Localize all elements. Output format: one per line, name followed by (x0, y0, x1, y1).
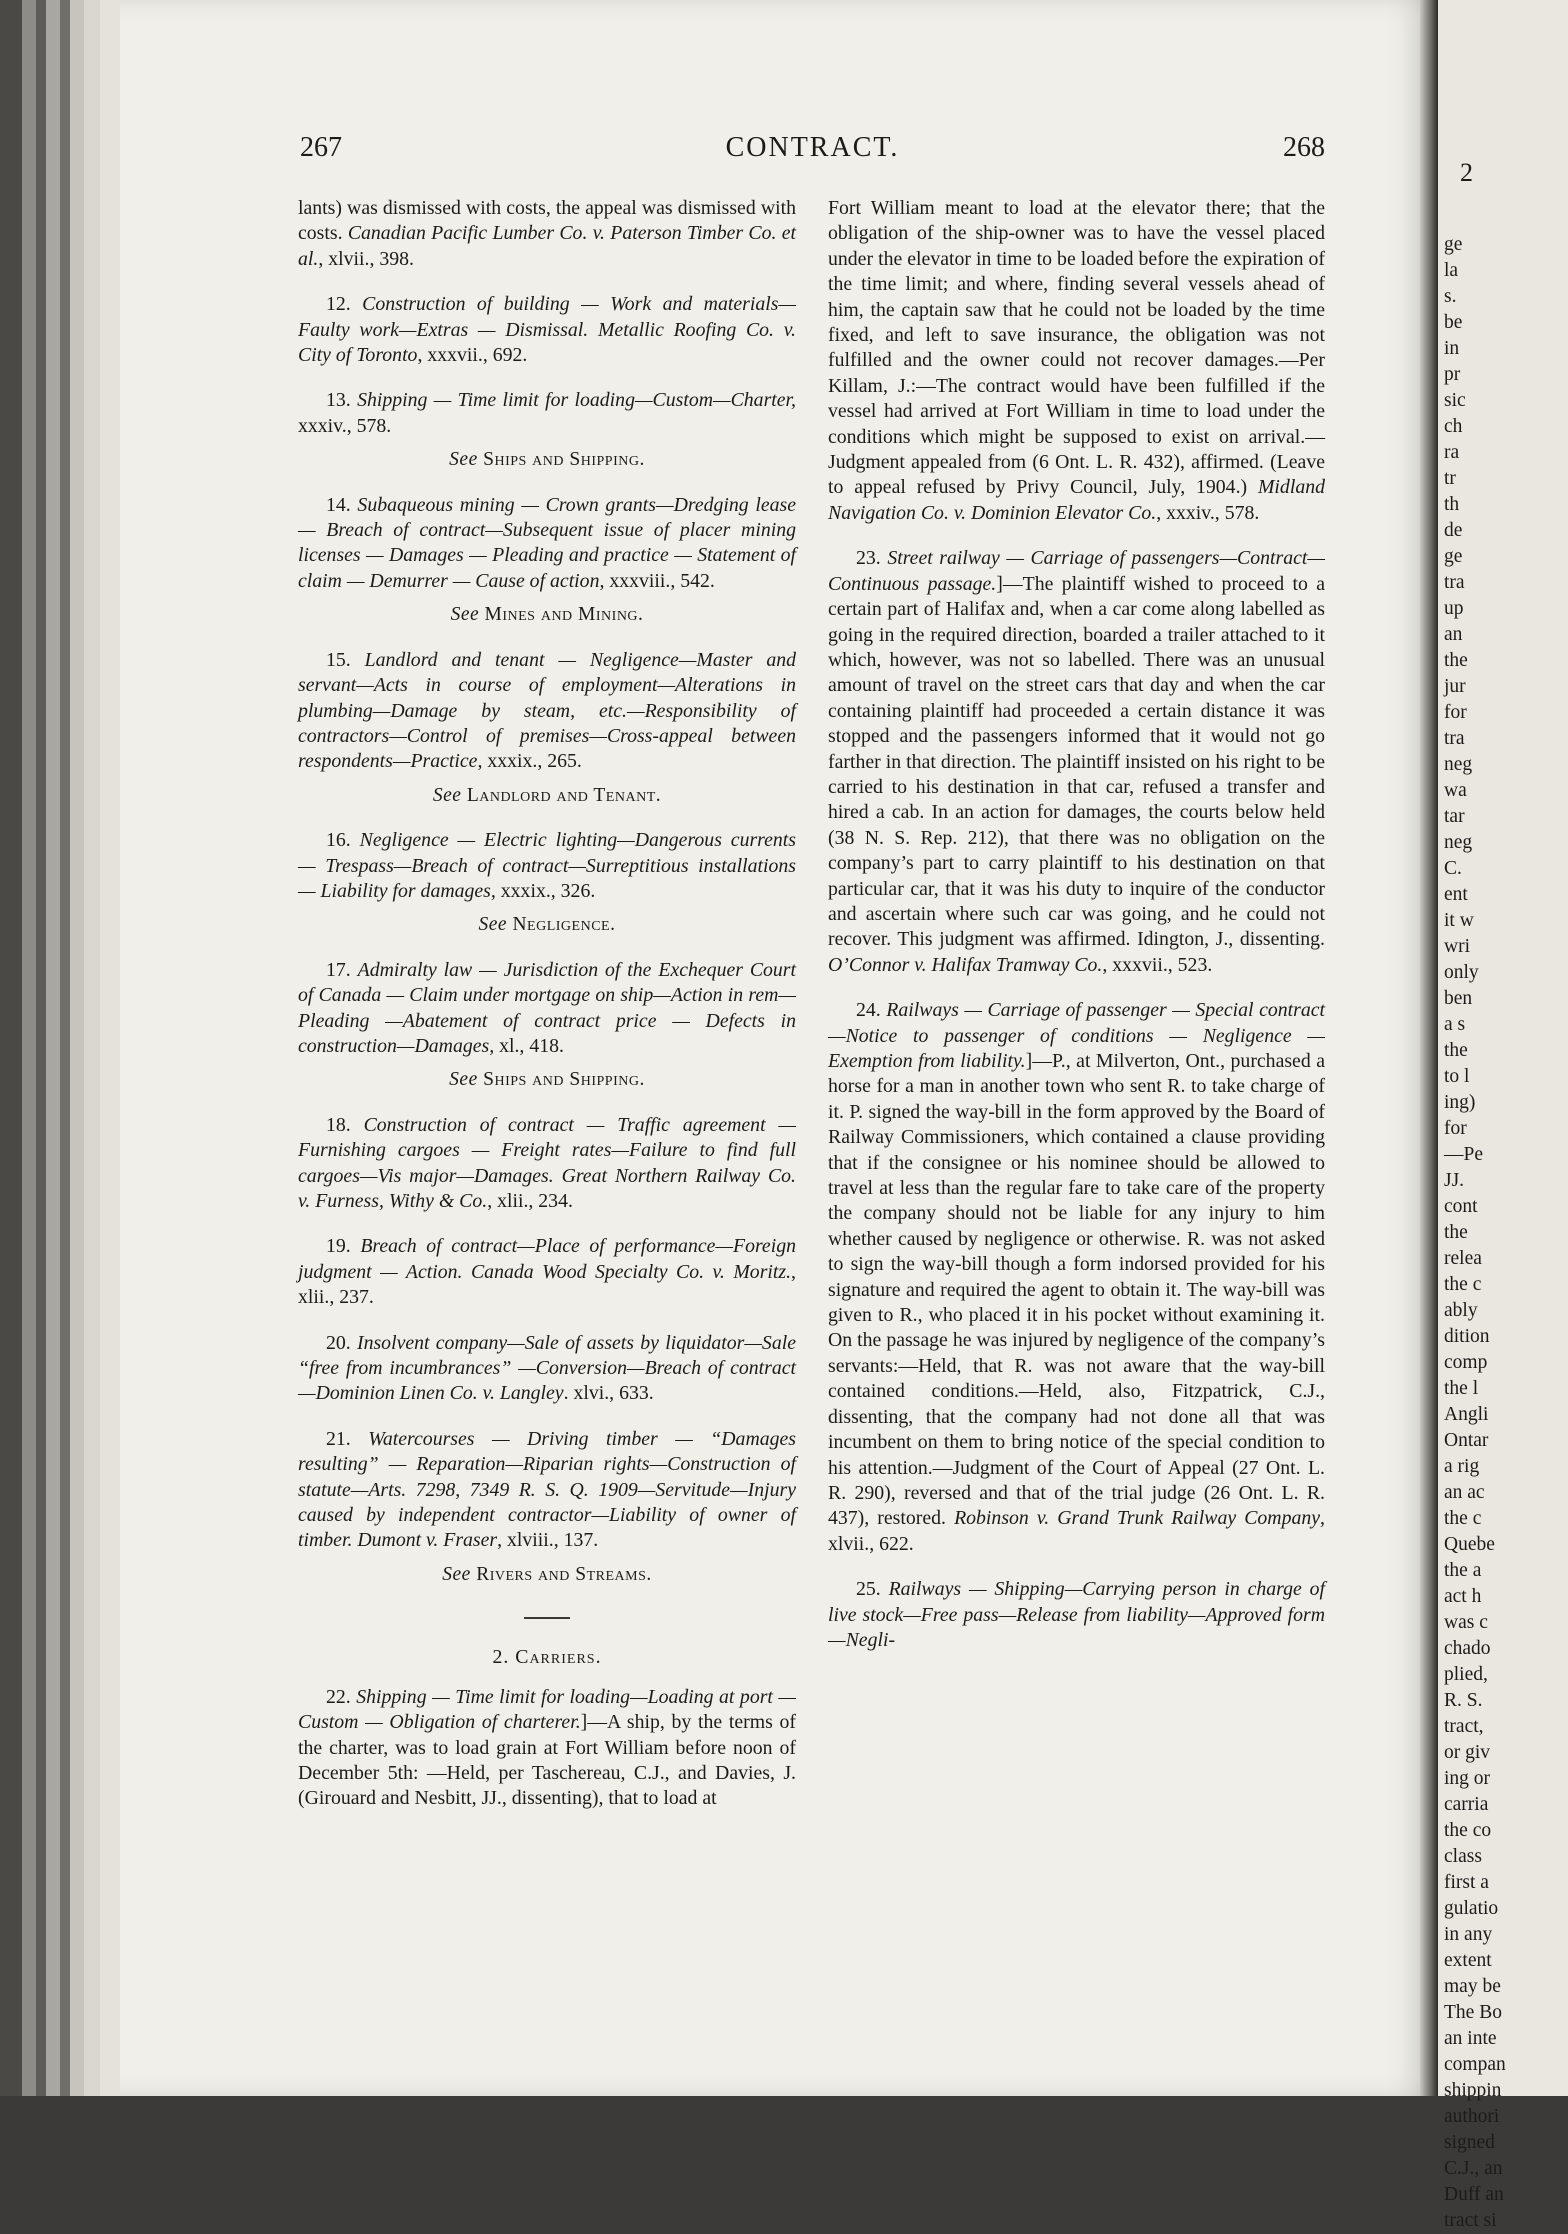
entry-topic: Railways — Shipping—Carrying person in charge of live stock—Free pass—Release from liability—Approved form—Negli- (828, 1578, 1325, 1651)
section-heading: 2. Carriers. (492, 1646, 602, 1669)
fragment-line: ge (1444, 546, 1463, 567)
entry-number: 18. (326, 1113, 351, 1136)
fragment-line: tra (1444, 572, 1465, 593)
see-prefix: See (478, 914, 508, 936)
entry-topic: Construction of contract — Traffic agreement — Furnishing cargoes — Freight rates—Failure to find full cargoes—Vis major—Damages. (298, 1113, 796, 1187)
see-also-reference (298, 1067, 796, 1092)
see-also-reference (298, 447, 796, 472)
digest-entry (298, 1234, 796, 1310)
fragment-line: authori (1444, 2106, 1500, 2127)
see-prefix: See (450, 604, 480, 626)
digest-entry (828, 998, 1325, 1557)
fragment-line: an (1444, 624, 1463, 645)
see-target: Mines and Mining. (484, 604, 644, 626)
entry-topic: Street railway — Carriage of passengers—Contract—Continuous passage. (828, 547, 1325, 595)
fragment-line: the (1444, 650, 1468, 671)
fragment-line: the l (1444, 1378, 1479, 1399)
entry-topic: Insolvent company—Sale of assets by liquidator—Sale “free from incumbrances” —Conversion—Breach of contract— (298, 1331, 796, 1405)
report-reference: . xlvi., 633. (563, 1382, 654, 1405)
fragment-line: the c (1444, 1274, 1482, 1295)
see-target: Negligence. (512, 914, 616, 936)
entry-continuation (298, 196, 796, 272)
right-column (828, 196, 1325, 1673)
see-prefix: See (432, 784, 462, 806)
fragment-line: act h (1444, 1586, 1482, 1607)
next-page-number: 2 (1460, 158, 1473, 187)
book-edge (60, 0, 70, 2096)
see-also-reference (298, 602, 796, 627)
entry-body: Fort William meant to load at the elevator there; that the obligation of the ship-owner was to have the vessel placed under the elevator in time to be loaded before the expiration of the time limit; and where, finding several vessels ahead of him, the captain saw that he could not be loaded by the time fixed, and left to save insurance, the obligation was not fulfilled and the owner could not recover damages.—Per Killam, J.:—The contract would have been fulfilled if the vessel had arrived at Fort William in time to load under the conditions which might be supposed to exist on arrival.—Judgment appealed from (6 Ont. L. R. 432), affirmed. (Leave to appeal refused by Privy Council, July, 1904.) (828, 197, 1325, 499)
fragment-line: only (1444, 962, 1479, 983)
fragment-line: la (1444, 260, 1459, 281)
see-also-reference (298, 783, 796, 808)
fragment-line: tr (1444, 468, 1456, 489)
entry-number: 12. (326, 293, 351, 316)
entry-body: xxxiv., 578. (298, 414, 392, 437)
entry-topic: Subaqueous mining — Crown grants—Dredging lease — Breach of contract—Subsequent issue of placer mining licenses — Damages — Pleading and practice — Statement of claim — Demurrer — Cause of action, (298, 493, 796, 592)
book-edge (100, 0, 120, 2096)
fragment-line: Angli (1444, 1404, 1489, 1425)
entry-body: ]—A ship, by the terms of the charter, was to load grain at Fort William before noon of December 5th: —Held, per Taschereau, C.J., and Davies, J. (Girouard and Nesbitt, JJ., dissenting), that to load at (298, 1711, 796, 1810)
report-reference: , xlviii., 137. (497, 1529, 599, 1552)
running-header (300, 132, 1325, 172)
digest-entry (298, 388, 796, 439)
fragment-line: ing or (1444, 1768, 1491, 1789)
book-edge (70, 0, 84, 2096)
entry-body: xxxviii., 542. (604, 569, 715, 592)
book-edge (0, 0, 22, 2096)
fragment-line: de (1444, 520, 1463, 541)
fragment-line: gulatio (1444, 1898, 1499, 1919)
fragment-line: tar (1444, 806, 1465, 827)
next-page-fragment (1438, 0, 1568, 2231)
left-page-number: 267 (300, 132, 342, 163)
fragment-line: th (1444, 494, 1460, 515)
fragment-line: Quebe (1444, 1534, 1495, 1555)
see-prefix: See (449, 449, 478, 471)
fragment-line: ent (1444, 884, 1468, 905)
report-reference: , xxxvii., 692. (417, 344, 528, 367)
fragment-line: a s (1444, 1014, 1466, 1035)
entry-topic: Shipping — Time limit for loading—Loading at port — Custom — Obligation of charterer. (298, 1685, 796, 1734)
see-target: Ships and Shipping. (483, 1069, 645, 1091)
fragment-line: carria (1444, 1794, 1489, 1815)
entry-topic: Railways — Carriage of passenger — Special contract—Notice to passenger of conditions — Negligence — Exemption from liability. (828, 999, 1326, 1072)
fragment-line: The Bo (1444, 2002, 1502, 2023)
fragment-line: cont (1444, 1196, 1478, 1217)
fragment-line: plied, (1444, 1664, 1488, 1685)
see-target: Rivers and Streams. (476, 1563, 652, 1585)
case-citation: Canada Wood Specialty Co. v. Moritz. (470, 1260, 792, 1283)
entry-topic: Landlord and tenant — Negligence—Master and servant—Acts in course of employment—Alterations in plumbing—Damage by steam, etc.—Responsibility of contractors—Control of premises—Cross-appeal between respondents—Practice, (298, 648, 797, 773)
fragment-line: to l (1444, 1066, 1470, 1087)
case-citation: Metallic Roofing Co. v. City of Toronto (298, 318, 796, 367)
fragment-line: may be (1444, 1976, 1501, 1997)
book-edge (84, 0, 100, 2096)
fragment-line: the co (1444, 1820, 1492, 1841)
fragment-line: an inte (1444, 2028, 1497, 2049)
fragment-line: up (1444, 598, 1464, 619)
report-reference: , xlvii., 398. (318, 247, 414, 270)
entry-number: 22. (326, 1685, 351, 1708)
fragment-line: the a (1444, 1560, 1482, 1581)
fragment-line: wa (1444, 780, 1467, 801)
fragment-line: chado (1444, 1638, 1491, 1659)
fragment-line: signed (1444, 2132, 1495, 2153)
fragment-line: comp (1444, 1352, 1488, 1373)
fragment-line: the c (1444, 1508, 1482, 1529)
report-reference: , xlii., 234. (487, 1190, 573, 1212)
case-citation: Dumont v. Fraser (357, 1529, 498, 1552)
fragment-line: R. S. (1444, 1690, 1483, 1711)
digest-entry (298, 1427, 796, 1554)
entry-number: 23. (856, 547, 881, 570)
fragment-line: tra (1444, 728, 1465, 749)
digest-entry (298, 648, 796, 775)
fragment-line: jur (1444, 676, 1466, 697)
digest-entry (298, 292, 796, 368)
fragment-line: neg (1444, 832, 1473, 853)
entry-number: 20. (326, 1331, 351, 1354)
fragment-line: was c (1444, 1612, 1488, 1633)
fragment-line: be (1444, 312, 1463, 333)
fragment-line: ing) (1444, 1092, 1476, 1113)
fragment-line: shippin (1444, 2080, 1502, 2101)
case-citation: Dominion Linen Co. v. Langley (315, 1382, 564, 1405)
entry-body (588, 319, 598, 341)
book-gutter (1420, 0, 1438, 2096)
see-target: Ships and Shipping. (483, 449, 645, 471)
entry-continuation (828, 196, 1325, 526)
fragment-line: C. (1444, 858, 1462, 879)
entry-topic: Admiralty law — Jurisdiction of the Exchequer Court of Canada — Claim under mortgage on ship—Action in rem—Pleading —Abatement of contract price — Defects in construction—Damages, (298, 958, 796, 1057)
fragment-line: first a (1444, 1872, 1489, 1893)
digest-entry (298, 1113, 796, 1215)
fragment-line: an ac (1444, 1482, 1485, 1503)
entry-number: 19. (326, 1235, 351, 1258)
digest-entry (298, 958, 796, 1060)
fragment-line: —Pe (1444, 1144, 1483, 1165)
entry-body: xl., 418. (494, 1034, 564, 1057)
fragment-line: ben (1444, 988, 1473, 1009)
entry-topic: Shipping — Time limit for loading—Custom—Charter, (357, 389, 796, 412)
fragment-line: the (1444, 1222, 1468, 1243)
report-reference: , xlvii., 622. (828, 1507, 1325, 1555)
left-column (298, 196, 796, 1832)
fragment-line: compan (1444, 2054, 1506, 2075)
see-prefix: See (449, 1069, 478, 1091)
case-citation: O’Connor v. Halifax Tramway Co. (828, 953, 1103, 976)
case-citation: Canadian Pacific Lumber Co. v. Paterson Timber Co. et al. (298, 222, 796, 270)
fragment-line: or giv (1444, 1742, 1491, 1763)
entry-topic: Construction of building — Work and materials—Faulty work—Extras — Dismissal. (298, 293, 796, 341)
entry-topic: Breach of contract—Place of performance—Foreign judgment — Action. (298, 1235, 796, 1283)
next-page-text (1444, 232, 1568, 2234)
fragment-line: a rig (1444, 1456, 1480, 1477)
right-page-number: 268 (1283, 132, 1325, 163)
entry-number: 17. (326, 958, 351, 981)
fragment-line: tract, (1444, 1716, 1484, 1737)
entry-topic: Watercourses — Driving timber — “Damages resulting” — Reparation—Riparian rights—Construction of statute—Arts. 7298, 7349 R. S. Q. 1909—Servitude—Injury caused by independent contractor—Liability of owner of timber. (298, 1427, 796, 1552)
fragment-line: sic (1444, 390, 1466, 411)
entry-body: lants) was dismissed with costs, the appeal was dismissed with costs. (298, 197, 796, 245)
digest-entry (298, 828, 796, 904)
entry-body: ]—The plaintiff wished to proceed to a certain part of Halifax and, when a car come along labelled as going in the required direction, boarded a trailer attached to it which, however, was not so labelled. There was an unusual amount of travel on the street cars that day and when the car containing plaintiff had proceeded a certain distance it was stopped and the passengers informed that it would not go farther in that direction. The plaintiff insisted on his right to be carried to his destination in that car, refused a transfer and hired a cab. In an action for damages, the courts below held (38 N. S. Rep. 212), that there was no obligation on the company’s part to carry plaintiff to his destination on that particular car, that it was his duty to inquire of the conductor and ascertain where such car was going, and he could not recover. This judgment was affirmed. Idington, J., dissenting. (828, 572, 1325, 951)
case-citation: Great Northern Railway Co. v. Furness, Withy & Co. (298, 1164, 796, 1212)
entry-body (554, 1165, 562, 1187)
fragment-line: dition (1444, 1326, 1490, 1347)
entry-body: xxxix., 265. (482, 750, 582, 773)
report-reference: , xxxvii., 523. (1102, 953, 1213, 976)
fragment-line: extent (1444, 1950, 1492, 1971)
entry-number: 25. (856, 1578, 881, 1601)
see-also-reference (298, 1562, 796, 1587)
book-edge (36, 0, 46, 2096)
entry-number: 14. (326, 493, 351, 516)
fragment-line: ch (1444, 416, 1463, 437)
fragment-line: wri (1444, 936, 1470, 957)
digest-entry (828, 546, 1325, 978)
fragment-line: JJ. (1444, 1170, 1465, 1191)
entry-number: 13. (326, 389, 351, 412)
book-edge (46, 0, 60, 2096)
fragment-line: s. (1444, 286, 1457, 307)
entry-body: ]—P., at Milverton, Ont., purchased a horse for a man in another town who sent R. to take charge of it. P. signed the way-bill in the form approved by the Board of Railway Commissioners, which contained a clause providing that if the consignee or his nominee should be allowed to travel at less than the regular fare to take care of the property the company should not be liable for any injury to him whether caused by negligence or otherwise. R. was not asked to sign the way-bill though a form indorsed provided for his signature and required the agent to obtain it. The way-bill was given to R., who placed it in his pocket without examining it. On the passage he was injured by negligence of the company’s servants:—Held, that R. was not aware that the way-bill contained conditions.—Held, also, Fitzpatrick, C.J., dissenting, that the company had not done all that was incumbent on them to bring notice of the special condition to his attention.—Judgment of the Court of Appeal (27 Ont. L. R. 290), reversed and that of the trial judge (26 Ont. L. R. 437), restored. (828, 1050, 1325, 1530)
digest-entry (828, 1577, 1325, 1653)
fragment-line: it w (1444, 910, 1474, 931)
fragment-line: ably (1444, 1300, 1478, 1321)
fragment-line: in any (1444, 1924, 1493, 1945)
fragment-line: class (1444, 1846, 1482, 1867)
fragment-line: ge (1444, 234, 1463, 255)
entry-body: xxxix., 326. (495, 879, 596, 902)
fragment-line: C.J., an (1444, 2158, 1503, 2179)
report-reference: , xxxiv., 578. (1156, 501, 1260, 524)
section-divider (524, 1617, 570, 1619)
entry-number: 21. (326, 1427, 351, 1450)
fragment-line: for (1444, 1118, 1467, 1139)
entry-number: 16. (326, 829, 351, 852)
book-edge (22, 0, 36, 2096)
see-target: Landlord and Tenant. (466, 784, 662, 806)
case-citation: Midland Navigation Co. v. Dominion Elevator Co. (828, 476, 1325, 524)
fragment-line: Duff an (1444, 2184, 1504, 2205)
fragment-line: neg (1444, 754, 1473, 775)
fragment-line: relea (1444, 1248, 1482, 1269)
fragment-line: for (1444, 702, 1467, 723)
entry-body (462, 1261, 471, 1283)
entry-number: 15. (326, 648, 351, 671)
fragment-line: pr (1444, 364, 1461, 385)
entry-number: 24. (856, 999, 881, 1022)
fragment-line: tract si (1444, 2210, 1497, 2231)
entry-topic: Negligence — Electric lighting—Dangerous currents — Trespass—Breach of contract—Surreptitious installations — Liability for damages, (298, 829, 796, 902)
digest-entry (298, 1331, 796, 1407)
fragment-line: Ontar (1444, 1430, 1489, 1451)
page-title: CONTRACT. (725, 132, 900, 163)
digest-entry (298, 1685, 796, 1812)
fragment-line: in (1444, 338, 1460, 359)
see-also-reference (298, 912, 796, 937)
report-reference: , xlii., 237. (298, 1260, 796, 1309)
digest-entry (298, 493, 796, 595)
see-prefix: See (442, 1563, 471, 1585)
fragment-line: ra (1444, 442, 1460, 463)
fragment-line: the (1444, 1040, 1468, 1061)
case-citation: Robinson v. Grand Trunk Railway Company (954, 1507, 1321, 1530)
